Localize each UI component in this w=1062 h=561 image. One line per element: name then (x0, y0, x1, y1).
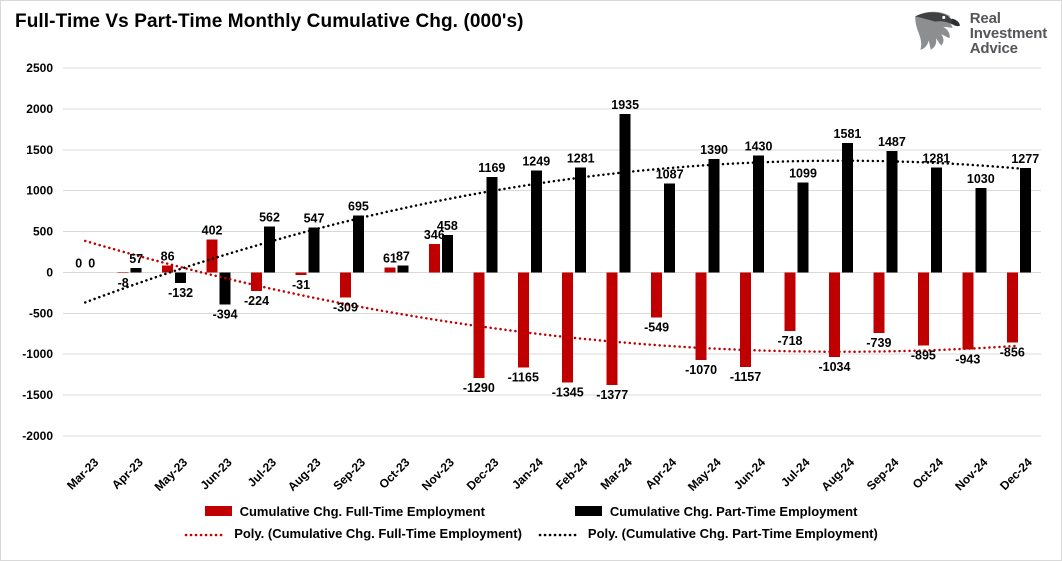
x-tick-label: Nov-23 (418, 455, 457, 494)
bar (340, 272, 351, 297)
data-label: -1290 (462, 380, 495, 395)
data-label: 1487 (878, 134, 906, 149)
y-tick-label: 1500 (26, 142, 53, 157)
x-tick-label: Jun-23 (197, 455, 235, 493)
y-tick-label: -2000 (22, 429, 53, 443)
data-label: 1087 (655, 167, 684, 182)
data-label: -739 (866, 335, 892, 350)
x-axis-labels (64, 455, 1035, 494)
x-tick-label: Jan-24 (509, 455, 546, 493)
bar (931, 168, 942, 273)
data-label: 458 (436, 218, 458, 233)
bar (353, 216, 364, 273)
company-name-line: Investment (969, 25, 1047, 43)
bar (384, 267, 395, 272)
x-tick-label: Sep-23 (330, 455, 369, 493)
legend-label: Cumulative Chg. Full-Time Employment (239, 504, 485, 519)
y-tick-label: 1000 (26, 183, 53, 198)
x-tick-label: May-24 (685, 455, 724, 494)
legend-item-part-time-poly (538, 526, 878, 541)
bar (118, 272, 129, 273)
company-name-line: Real (969, 10, 1001, 28)
data-label: -132 (168, 286, 194, 301)
data-label: -718 (777, 334, 803, 349)
data-label: -1070 (685, 362, 718, 377)
bar (873, 272, 884, 332)
x-tick-label: Oct-24 (909, 455, 946, 492)
company-name-line: Advice (969, 39, 1018, 57)
data-label: 57 (129, 251, 144, 266)
x-tick-label: Oct-23 (376, 455, 413, 492)
bar (607, 272, 618, 385)
bar (309, 228, 320, 273)
bar (696, 272, 707, 360)
data-label: -549 (644, 320, 670, 335)
data-label: -8 (117, 276, 129, 291)
bar (562, 272, 573, 382)
data-label: -1034 (818, 360, 851, 375)
x-tick-label: Jun-24 (730, 455, 769, 493)
bar (842, 143, 853, 272)
x-tick-label: Apr-23 (109, 455, 146, 493)
data-label: -943 (955, 352, 981, 367)
data-label: 1277 (1011, 152, 1040, 167)
bar (575, 168, 586, 273)
bar (785, 272, 796, 331)
x-tick-label: Mar-23 (64, 455, 102, 493)
data-label: -1165 (507, 370, 539, 385)
data-label: -31 (291, 277, 311, 292)
x-tick-label: Dec-23 (463, 455, 502, 493)
part-time-dotted-swatch (538, 526, 580, 541)
data-label: -895 (910, 348, 936, 363)
data-label: 1169 (478, 160, 506, 175)
y-tick-label: 0 (46, 265, 53, 280)
bar (531, 170, 542, 272)
x-tick-label: Aug-24 (818, 455, 858, 494)
legend (1, 504, 1061, 541)
full-time-dotted-swatch (184, 526, 226, 541)
bar (886, 151, 897, 273)
bar (962, 272, 973, 349)
x-tick-label: Jul-23 (244, 455, 280, 490)
bar (709, 159, 720, 273)
chart-svg (1, 1, 1062, 561)
bar (207, 240, 218, 273)
bar (975, 188, 986, 272)
data-label: -1377 (596, 388, 629, 403)
legend-row-bars (205, 504, 858, 519)
plot-area (1, 1, 1062, 561)
x-tick-label: Nov-24 (952, 455, 991, 494)
bar (162, 265, 173, 272)
bar (740, 272, 751, 367)
full-time-bar-swatch (205, 504, 232, 519)
data-label: 1281 (566, 151, 595, 166)
data-label: 0 (88, 256, 96, 271)
data-label: 547 (303, 211, 325, 226)
data-label: 86 (160, 249, 175, 264)
bar (251, 272, 262, 290)
data-label: 1249 (522, 154, 551, 169)
y-axis-labels (22, 61, 53, 443)
data-label: 1581 (833, 127, 862, 142)
chart-title: Full-Time Vs Part-Time Monthly Cumulative Chg. (000's) (15, 11, 524, 32)
bar (829, 272, 840, 357)
bar (1007, 272, 1018, 342)
data-label: -224 (244, 293, 270, 308)
bar (264, 226, 275, 272)
data-label: -856 (999, 345, 1025, 360)
data-label: 1390 (700, 142, 728, 157)
y-tick-label: -1500 (22, 388, 53, 403)
bar (1020, 168, 1031, 272)
x-tick-label: Feb-24 (553, 455, 591, 493)
data-label: 87 (395, 249, 410, 264)
x-tick-label: Dec-24 (997, 455, 1035, 493)
data-label: 562 (259, 210, 280, 225)
data-label: -1345 (551, 385, 584, 400)
x-tick-label: Aug-23 (284, 455, 324, 494)
x-tick-label: May-23 (151, 455, 191, 494)
bar (664, 184, 675, 273)
data-label: -309 (332, 300, 358, 315)
bar-series-full-time (118, 240, 1018, 385)
data-label: -1157 (729, 370, 762, 385)
legend-row-trendlines (184, 526, 878, 541)
bar (175, 272, 186, 283)
legend-item-part-time-bars (575, 504, 858, 519)
bar (518, 272, 529, 367)
part-time-bar-swatch (575, 504, 602, 519)
data-label: 1430 (744, 139, 773, 154)
bar (620, 114, 631, 272)
y-tick-label: -1000 (22, 347, 53, 362)
legend-item-full-time-bars (205, 504, 485, 519)
data-label: 1030 (966, 172, 995, 187)
data-label: -394 (212, 307, 238, 322)
data-label: 402 (201, 223, 223, 238)
bar (918, 272, 929, 345)
bar (131, 268, 142, 273)
data-label: 0 (75, 256, 83, 271)
bar (429, 244, 440, 272)
data-label: 1935 (611, 98, 640, 113)
bar (651, 272, 662, 317)
x-tick-label: Mar-24 (597, 455, 635, 493)
x-tick-label: Jul-24 (778, 455, 813, 490)
legend-label: Poly. (Cumulative Chg. Part-Time Employment) (587, 526, 878, 541)
legend-label: Poly. (Cumulative Chg. Full-Time Employment) (234, 526, 522, 541)
data-label: 695 (348, 199, 369, 214)
legend-label: Cumulative Chg. Part-Time Employment (609, 504, 858, 519)
bar (296, 272, 307, 275)
x-tick-label: Apr-24 (642, 455, 680, 493)
data-label: 61 (382, 251, 397, 266)
bar (397, 265, 408, 272)
data-label: 346 (423, 228, 445, 243)
data-label: 1099 (789, 166, 817, 181)
y-tick-label: 2500 (26, 61, 53, 75)
data-label: 1281 (922, 151, 951, 166)
y-tick-label: 2000 (26, 101, 53, 116)
y-tick-label: -500 (28, 306, 53, 321)
y-tick-label: 500 (32, 224, 53, 239)
bar (798, 183, 809, 273)
x-tick-label: Sep-24 (863, 455, 902, 493)
bar (753, 156, 764, 273)
legend-item-full-time-poly (184, 526, 522, 541)
